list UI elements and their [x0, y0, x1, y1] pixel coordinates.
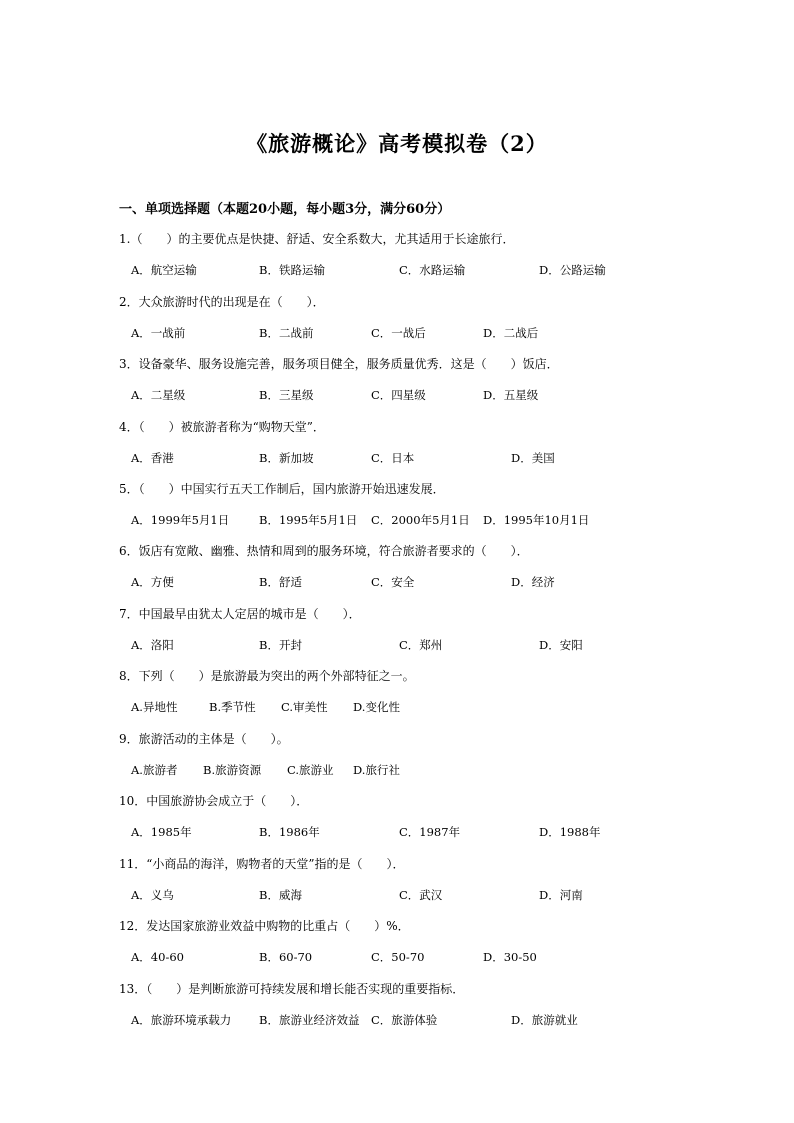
option-c: C．水路运输	[399, 263, 466, 277]
option-c: C．2000年5月1日	[371, 513, 470, 527]
option-b: B．铁路运输	[259, 263, 325, 277]
option-b: B．开封	[259, 638, 302, 652]
option-a: A．义乌	[131, 888, 174, 902]
option-d: D．公路运输	[539, 263, 606, 277]
option-d: D．经济	[511, 575, 555, 589]
option-c: C.审美性	[281, 700, 328, 714]
option-a: A.旅游者	[131, 763, 178, 777]
option-b: B．二战前	[259, 326, 314, 340]
option-a: A．洛阳	[131, 638, 174, 652]
option-b: B．三星级	[259, 388, 314, 402]
question-stem: 13．（ ）是判断旅游可持续发展和增长能否实现的重要指标．	[119, 982, 465, 996]
question-stem: 1.（ ）的主要优点是快捷、舒适、安全系数大，尤其适用于长途旅行．	[119, 232, 515, 246]
option-d: D．河南	[539, 888, 583, 902]
option-a: A．1985年	[131, 825, 192, 839]
question-stem: 7．中国最早由犹太人定居的城市是（ ）．	[119, 607, 361, 621]
option-b: B．60-70	[259, 950, 313, 964]
option-d: D．美国	[511, 451, 555, 465]
option-b: B．威海	[259, 888, 302, 902]
option-b: B．1995年5月1日	[259, 513, 358, 527]
option-c: C．一战后	[371, 326, 426, 340]
option-c: C．安全	[371, 575, 415, 589]
option-d: D．1988年	[539, 825, 601, 839]
option-c: C.旅游业	[287, 763, 334, 777]
option-b: B.旅游资源	[203, 763, 262, 777]
option-c: C．日本	[371, 451, 415, 465]
option-b: B．旅游业经济效益	[259, 1013, 360, 1027]
question-stem: 6．饭店有宽敞、幽雅、热情和周到的服务环境，符合旅游者要求的（ ）．	[119, 544, 529, 558]
option-c: C．四星级	[371, 388, 426, 402]
option-d: D．安阳	[539, 638, 583, 652]
option-d: D．二战后	[483, 326, 539, 340]
option-d: D．五星级	[483, 388, 539, 402]
option-a: A．旅游环境承载力	[131, 1013, 232, 1027]
option-a: A．航空运输	[131, 263, 197, 277]
option-d: D．1995年10月1日	[483, 513, 590, 527]
section-heading: 一、单项选择题（本题20小题，每小题3分，满分60分）	[119, 202, 451, 217]
question-stem: 4．（ ）被旅游者称为“购物天堂”．	[119, 420, 325, 434]
question-stem: 5．（ ）中国实行五天工作制后，国内旅游开始迅速发展．	[119, 482, 445, 496]
option-d: D.变化性	[353, 700, 400, 714]
option-d: D.旅行社	[353, 763, 400, 777]
option-c: C．50-70	[371, 950, 425, 964]
option-b: B．1986年	[259, 825, 320, 839]
option-a: A．方便	[131, 575, 174, 589]
page-title: 《旅游概论》高考模拟卷（2）	[246, 131, 548, 156]
option-a: A．40-60	[131, 950, 184, 964]
option-b: B.季节性	[209, 700, 256, 714]
option-c: C．郑州	[399, 638, 443, 652]
option-a: A．一战前	[131, 326, 186, 340]
option-b: B．舒适	[259, 575, 302, 589]
question-stem: 12．发达国家旅游业效益中购物的比重占（ ）%．	[119, 919, 410, 933]
question-stem: 3．设备豪华、服务设施完善，服务项目健全，服务质量优秀．这是（ ）饭店．	[119, 357, 559, 371]
question-stem: 2．大众旅游时代的出现是在（ ）．	[119, 295, 325, 309]
option-d: D．30-50	[483, 950, 537, 964]
question-stem: 8．下列（ ）是旅游最为突出的两个外部特征之一。	[119, 669, 415, 683]
option-a: A．二星级	[131, 388, 186, 402]
question-stem: 9．旅游活动的主体是（ ）。	[119, 732, 289, 746]
question-stem: 11．“小商品的海洋，购物者的天堂”指的是（ ）．	[119, 857, 405, 871]
option-c: C．武汉	[399, 888, 443, 902]
option-a: A．香港	[131, 451, 174, 465]
option-a: A．1999年5月1日	[131, 513, 230, 527]
option-a: A.异地性	[131, 700, 178, 714]
option-c: C．旅游体验	[371, 1013, 438, 1027]
option-d: D．旅游就业	[511, 1013, 578, 1027]
question-stem: 10．中国旅游协会成立于（ ）．	[119, 794, 309, 808]
option-b: B．新加坡	[259, 451, 314, 465]
option-c: C．1987年	[399, 825, 461, 839]
